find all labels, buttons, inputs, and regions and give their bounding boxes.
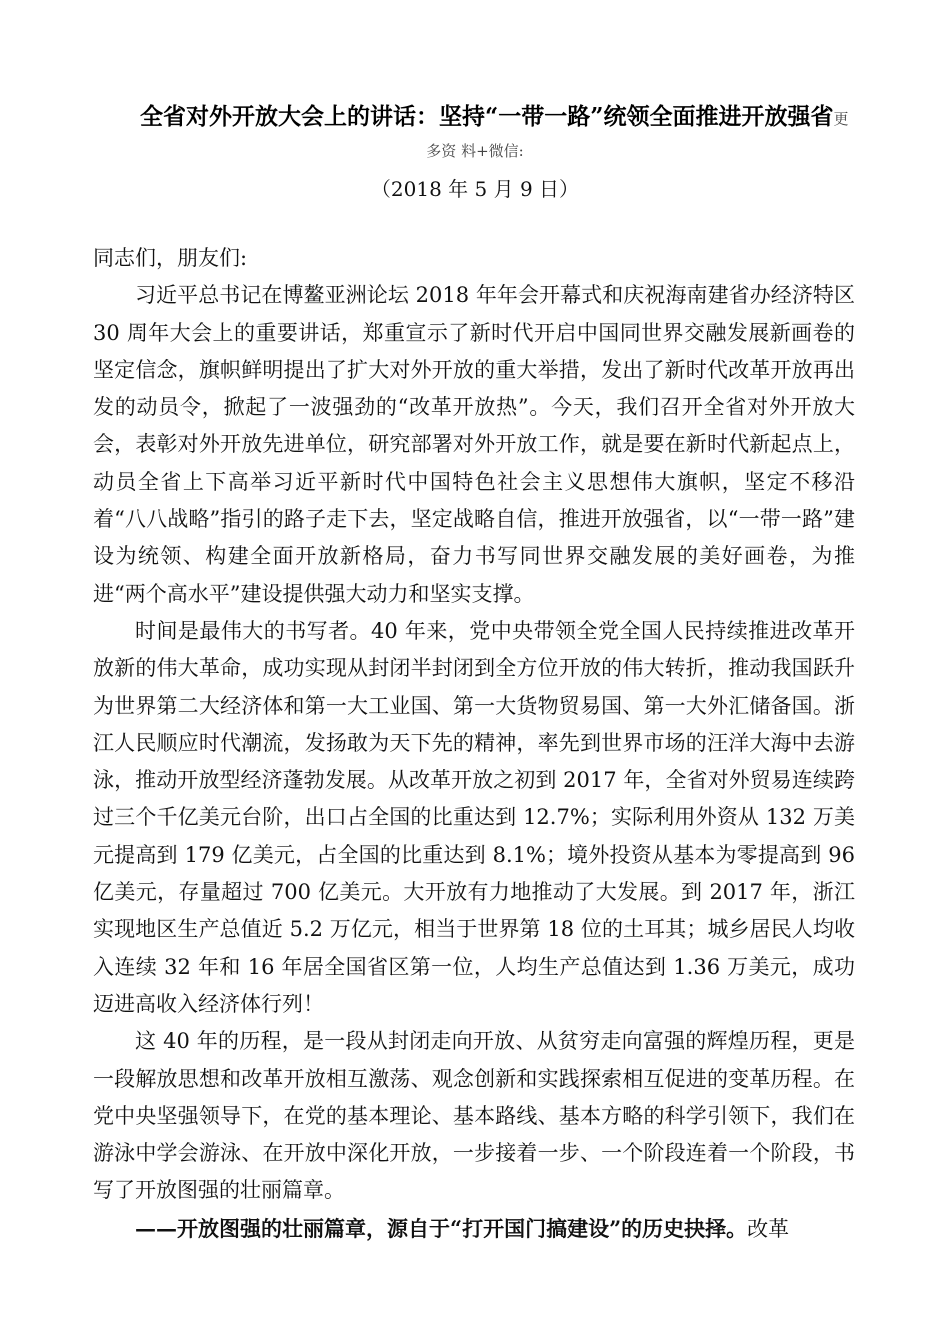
paragraph-4-tail: 改革 (747, 1216, 790, 1241)
document-title-tail: 更 (833, 110, 849, 128)
paragraph-3: 这 40 年的历程，是一段从封闭走向开放、从贫穷走向富强的辉煌历程，更是一段解放思想和改革开放相互激荡、观念创新和实践探索相互促进的变革历程。在党中央坚强领导下，在党的基本理论、基本路线、基本方略的科学引领下，我们在游泳中学会游泳、在开放中深化开放，一步接着一步、一个阶段连着一个阶段，书写了开放图强的壮丽篇章。 (93, 1029, 855, 1203)
greeting: 同志们，朋友们: (93, 246, 248, 270)
paragraph-4 (93, 1210, 855, 1248)
paragraph-2: 时间是最伟大的书写者。40 年来，党中央带领全党全国人民持续推进改革开放新的伟大革命，成功实现从封闭半封闭到全方位开放的伟大转折，推动我国跃升为世界第二大经济体和第一大工业国、第一大货物贸易国、第一大外汇储备国。浙江人民顺应时代潮流，发扬敢为天下先的精神，率先到世界市场的汪洋大海中去游泳，推动开放型经济蓬勃发展。从改革开放之初到 2017 年，全省对外贸易连续跨过三个千亿美元台阶，出口占全国的比重达到 12.7%；实际利用外资从 132 万美元提高到 179 亿美元，占全国的比重达到 8.1%；境外投资从基本为零提高到 96 亿美元，存量超过 700 亿美元。大开放有力地推动了大发展。到 2017 年，浙江实现地区生产总值近 5.2 万亿元，相当于世界第 18 位的土耳其；城乡居民人均收入连续 32 年和 16 年居全国省区第一位，人均生产总值达到 1.36 万美元，成功迈进高收入经济体行列！ (93, 618, 855, 1016)
paragraph-1: 习近平总书记在博鳌亚洲论坛 2018 年年会开幕式和庆祝海南建省办经济特区 30 周年大会上的重要讲话，郑重宣示了新时代开启中国同世界交融发展新画卷的坚定信念，旗帜鲜明提出了扩大对外开放的重大举措，发出了新时代改革开放再出发的动员令，掀起了一波强劲的“改革开放热”。今天，我们召开全省对外开放大会，表彰对外开放先进单位，研究部署对外开放工作，就是要在新时代新起点上，动员全省上下高举习近平新时代中国特色社会主义思想伟大旗帜，坚定不移沿着“八八战略”指引的路子走下去，坚定战略自信，推进开放强省，以“一带一路”建设为统领、构建全面开放新格局，奋力书写同世界交融发展的美好画卷，为推进“两个高水平”建设提供强大动力和坚实支撑。 (93, 283, 855, 606)
document-title-text: 全省对外开放大会上的讲话：坚持“一带一路”统领全面推进开放强省 (140, 103, 834, 130)
document-body (93, 240, 855, 1248)
document-title (140, 98, 920, 131)
document-subtitle: 多资 料+微信: (426, 142, 524, 160)
paragraph-4-bold-lead: ——开放图强的壮丽篇章，源自于“打开国门搞建设”的历史抉择。 (135, 1215, 748, 1241)
document-date: （2018 年 5 月 9 日） (370, 177, 580, 201)
